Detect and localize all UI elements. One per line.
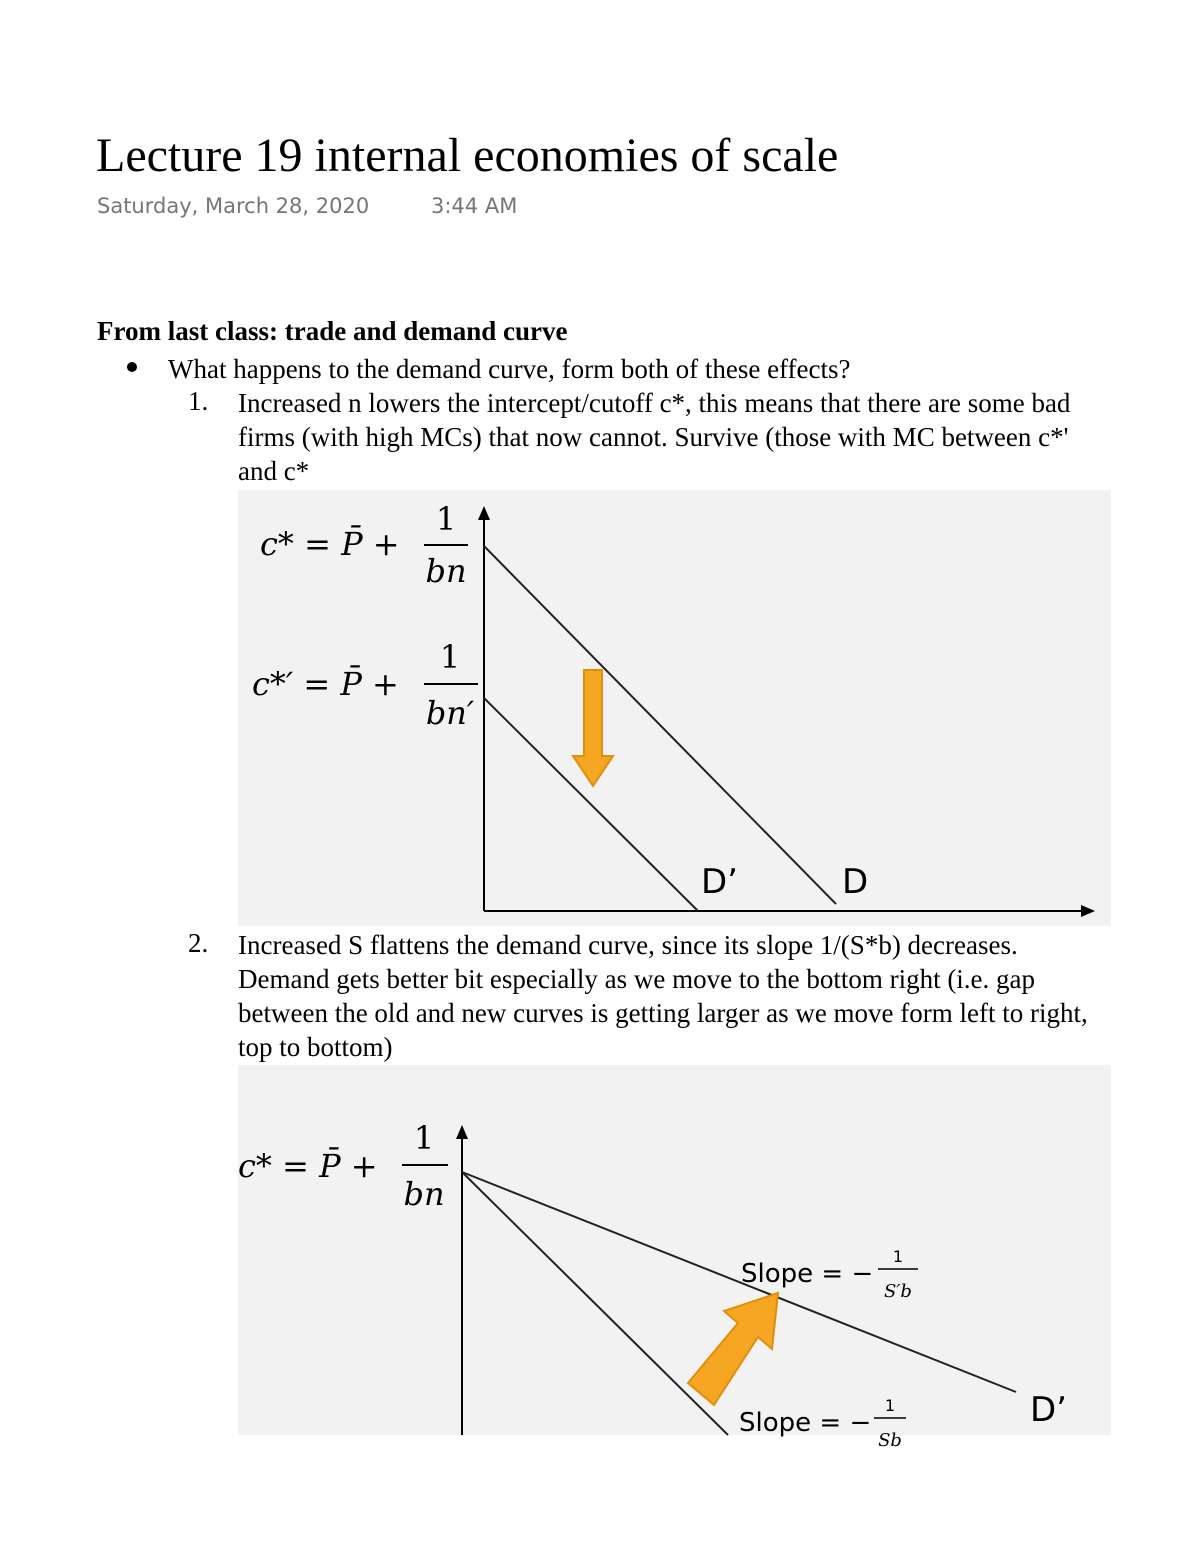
equation-c-star-lhs: c* = P̄ + [260,525,400,563]
label-d-prime: D’ [701,862,738,902]
section-heading: From last class: trade and demand curve [97,316,568,346]
item-2-line-2: Demand gets better bit especially as we move to the bottom right (i.e. gap [238,964,1036,994]
bullet-icon [127,362,137,372]
y-axis-arrowhead [478,506,490,520]
equation-c-star-prime-num: 1 [439,638,461,676]
item-2-line-1: Increased S flattens the demand curve, since its slope 1/(S*b) decreases. [238,930,1018,960]
page-title: Lecture 19 internal economies of scale [96,129,839,182]
label-d: D [842,862,869,902]
item-number-2: 2. [188,928,209,958]
bullet-text: What happens to the demand curve, form both of these effects? [168,354,851,384]
equation-c-star-lhs: c* = P̄ + [238,1147,378,1185]
item-2-line-3: between the old and new curves is getting larger as we move form left to right, [238,998,1088,1028]
item-2-line-4: top to bottom) [238,1032,393,1062]
item-1-line-1: Increased n lowers the intercept/cutoff c*, this means that there are some bad [238,388,1071,418]
equation-c-star-num: 1 [435,500,457,538]
x-axis-arrowhead [1081,905,1095,917]
slope-label-old: Slope = − [739,1408,872,1438]
label-d-prime: D’ [1030,1390,1067,1430]
y-axis-arrowhead [456,1125,468,1139]
item-1-line-2: firms (with high MCs) that now cannot. Survive (those with MC between c*' [238,422,1069,452]
figure-slope-flatten [238,1065,1111,1451]
figure-intercept-shift [238,490,1111,926]
page-date: Saturday, March 28, 2020 [97,194,370,218]
slope-label-new: Slope = − [741,1259,874,1289]
flatten-arrow-icon [688,1293,778,1405]
equation-c-star-prime-den: bn′ [425,694,475,732]
item-number-1: 1. [188,386,209,416]
shift-down-arrow-icon [573,670,613,786]
equation-c-star-prime-lhs: c*′ = P̄ + [252,665,399,703]
item-1-line-3: and c* [238,456,310,486]
page-time: 3:44 AM [431,194,518,218]
slope-old-den: Sb [878,1430,902,1451]
demand-curve-d [484,546,836,904]
slope-old-num: 1 [884,1396,896,1415]
demand-curve-d [462,1172,728,1435]
slope-new-num: 1 [892,1247,904,1266]
equation-c-star-den: bn [425,552,467,590]
slope-new-den: S′b [884,1281,912,1302]
equation-c-star-den: bn [403,1175,445,1213]
equation-c-star-num: 1 [413,1119,435,1157]
